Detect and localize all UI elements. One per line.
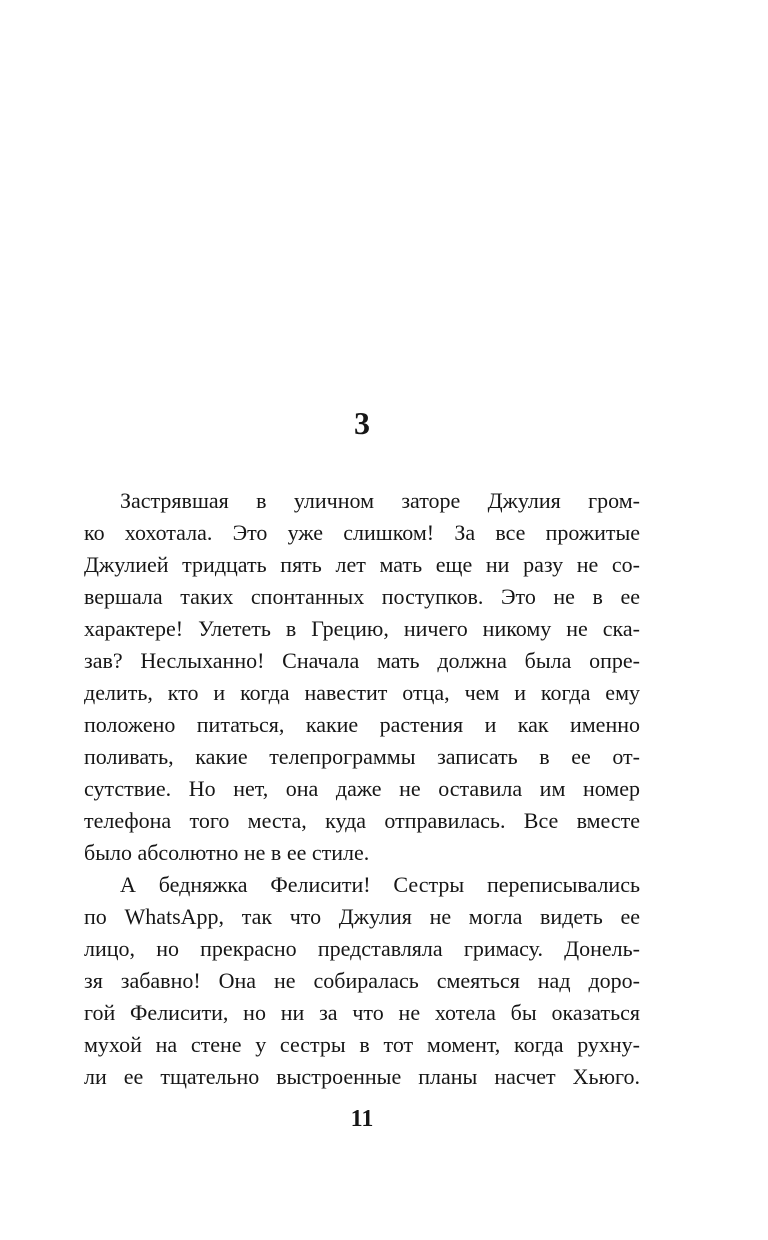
chapter-number: 3 xyxy=(354,405,370,441)
text-line: Застрявшая в уличном заторе Джулия гром- xyxy=(120,488,640,513)
text-line: гой Фелисити, но ни за что не хотела бы оказаться xyxy=(84,1000,640,1025)
text-line: зав? Неслыханно! Сначала мать должна была опре- xyxy=(84,648,640,673)
text-line: ко хохотала. Это уже слишком! За все прожитые xyxy=(84,520,640,545)
body-text xyxy=(84,485,640,1093)
text-line: поливать, какие телепрограммы записать в ее от- xyxy=(84,744,640,769)
page-number: 11 xyxy=(350,1106,374,1132)
paragraph xyxy=(84,869,640,1093)
text-line: зя забавно! Она не собиралась смеяться над доро- xyxy=(84,968,640,993)
text-line: по WhatsApp, так что Джулия не могла видеть ее xyxy=(84,904,640,929)
text-line: сутствие. Но нет, она даже не оставила им номер xyxy=(84,776,640,801)
text-line: лицо, но прекрасно представляла гримасу. Донель- xyxy=(84,936,640,961)
text-line: вершала таких спонтанных поступков. Это не в ее xyxy=(84,584,640,609)
text-line: мухой на стене у сестры в тот момент, когда рухну- xyxy=(84,1032,640,1057)
text-line: Джулией тридцать пять лет мать еще ни разу не со- xyxy=(84,552,640,577)
text-line: характере! Улететь в Грецию, ничего никому не ска- xyxy=(84,616,640,641)
text-line: было абсолютно не в ее стиле. xyxy=(84,840,370,865)
text-line: положено питаться, какие растения и как именно xyxy=(84,712,640,737)
text-line: А бедняжка Фелисити! Сестры переписывались xyxy=(120,872,640,897)
text-line: делить, кто и когда навестит отца, чем и когда ему xyxy=(84,680,640,705)
paragraph xyxy=(84,485,640,869)
text-line: телефона того места, куда отправилась. Все вместе xyxy=(84,808,640,833)
text-line: ли ее тщательно выстроенные планы насчет Хьюго. xyxy=(84,1064,640,1089)
